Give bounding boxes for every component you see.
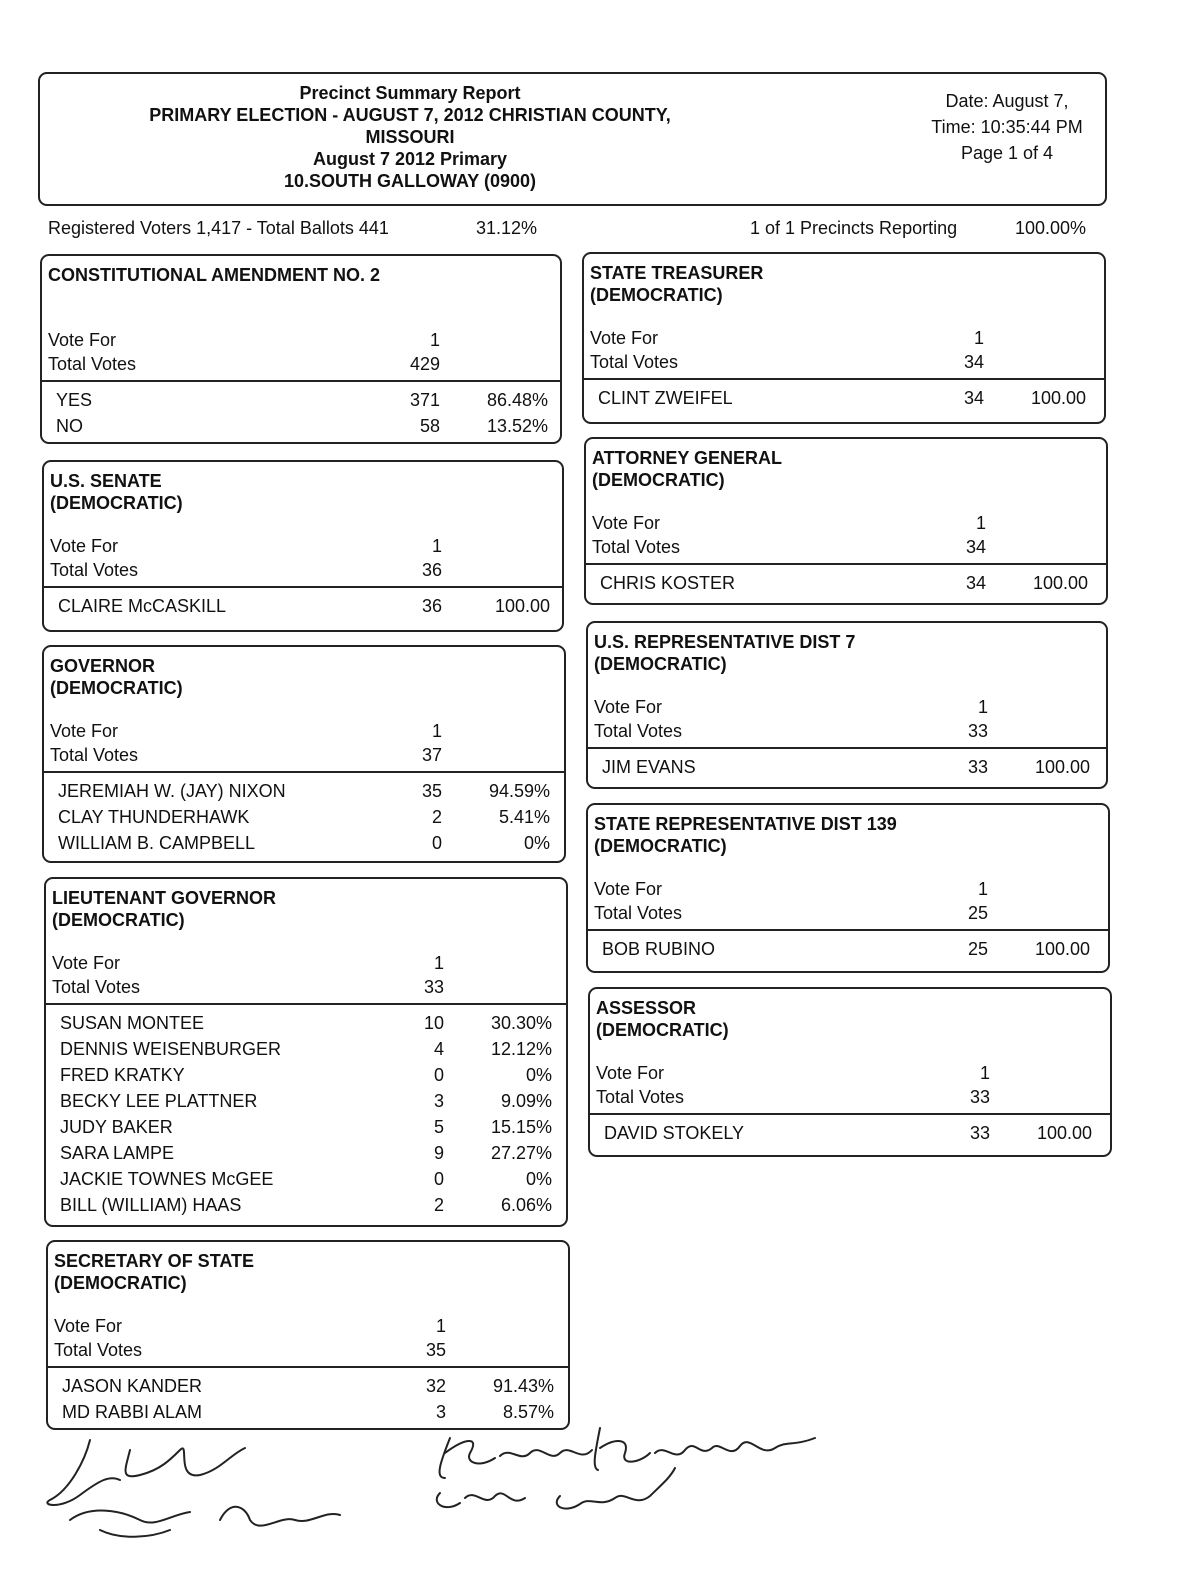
- candidate-percent: 6.06%: [500, 1195, 552, 1215]
- vote-for-value: 1: [977, 879, 988, 899]
- candidate-name: YES: [56, 390, 93, 410]
- candidate-name: CLAY THUNDERHAWK: [58, 807, 250, 827]
- race-title: [590, 262, 763, 306]
- race-party: (DEMOCRATIC): [596, 1020, 729, 1040]
- total-votes-label: Total Votes: [48, 354, 137, 374]
- candidate-percent: 86.48%: [486, 390, 548, 410]
- total-votes-label: Total Votes: [50, 745, 139, 765]
- vote-for-label: Vote For: [596, 1063, 665, 1083]
- race-title: [50, 655, 183, 699]
- election-state: MISSOURI: [365, 127, 455, 147]
- total-votes-value: 36: [421, 560, 442, 580]
- candidate-name: CHRIS KOSTER: [600, 573, 736, 593]
- race-divider: [48, 1366, 568, 1368]
- race-divider: [584, 378, 1104, 380]
- candidate-name: JACKIE TOWNES McGEE: [60, 1169, 274, 1189]
- total-votes-value: 33: [969, 1087, 990, 1107]
- candidate-name: MD RABBI ALAM: [62, 1402, 203, 1422]
- candidate-name: DENNIS WEISENBURGER: [60, 1039, 282, 1059]
- race-party: (DEMOCRATIC): [50, 493, 183, 513]
- candidate-name: JASON KANDER: [62, 1376, 203, 1396]
- race-title: [48, 264, 380, 286]
- candidate-percent: 0%: [523, 833, 550, 853]
- candidate-votes: 10: [423, 1013, 444, 1033]
- race-title-line: SECRETARY OF STATE: [54, 1251, 255, 1271]
- race-title: [52, 887, 276, 931]
- candidate-name: SUSAN MONTEE: [60, 1013, 205, 1033]
- race-title: [594, 813, 897, 857]
- race-title-line: CONSTITUTIONAL AMENDMENT NO. 2: [48, 265, 380, 285]
- report-title-block: [40, 82, 780, 192]
- vote-for-value: 1: [973, 328, 984, 348]
- report-title: Precinct Summary Report: [299, 83, 521, 103]
- registered-voters: Registered Voters 1,417 - Total Ballots 441: [48, 218, 389, 238]
- race-box: [42, 645, 566, 863]
- race-title-line: ASSESSOR: [596, 998, 697, 1018]
- candidate-percent: 100.00: [1030, 388, 1086, 408]
- vote-for-label: Vote For: [54, 1316, 123, 1336]
- candidate-percent: 15.15%: [490, 1117, 552, 1137]
- vote-for-label: Vote For: [590, 328, 659, 348]
- candidate-votes: 34: [963, 388, 984, 408]
- total-votes-value: 34: [965, 537, 986, 557]
- race-divider: [588, 929, 1108, 931]
- candidate-votes: 33: [969, 1123, 990, 1143]
- candidate-percent: 5.41%: [498, 807, 550, 827]
- report-header: [38, 72, 1107, 206]
- race-party: (DEMOCRATIC): [52, 910, 185, 930]
- signature-left: [30, 1420, 360, 1550]
- candidate-votes: 34: [965, 573, 986, 593]
- race-box: [584, 437, 1108, 605]
- candidate-votes: 4: [433, 1039, 444, 1059]
- candidate-percent: 9.09%: [500, 1091, 552, 1111]
- race-title: [596, 997, 729, 1041]
- total-votes-label: Total Votes: [50, 560, 139, 580]
- report-meta: [912, 88, 1102, 166]
- candidate-votes: 3: [435, 1402, 446, 1422]
- candidate-votes: 0: [433, 1169, 444, 1189]
- total-votes-label: Total Votes: [594, 903, 683, 923]
- race-divider: [44, 586, 562, 588]
- candidate-name: NO: [56, 416, 83, 436]
- race-title-line: GOVERNOR: [50, 656, 156, 676]
- race-box: [44, 877, 568, 1227]
- vote-for-label: Vote For: [592, 513, 661, 533]
- race-title: [594, 631, 855, 675]
- report-page: Page 1 of 4: [960, 143, 1054, 163]
- candidate-votes: 0: [431, 833, 442, 853]
- candidate-name: BECKY LEE PLATTNER: [60, 1091, 258, 1111]
- total-votes-label: Total Votes: [54, 1340, 143, 1360]
- candidate-votes: 25: [967, 939, 988, 959]
- precincts-reporting: 1 of 1 Precincts Reporting: [750, 218, 958, 238]
- race-party: (DEMOCRATIC): [54, 1273, 187, 1293]
- election-subtitle: August 7 2012 Primary: [312, 149, 508, 169]
- vote-for-value: 1: [431, 536, 442, 556]
- total-votes-value: 33: [967, 721, 988, 741]
- election-name: PRIMARY ELECTION - AUGUST 7, 2012 CHRISTIAN COUNTY,: [149, 105, 671, 125]
- candidate-percent: 100.00: [1034, 757, 1090, 777]
- candidate-percent: 0%: [525, 1065, 552, 1085]
- candidate-percent: 100.00: [1036, 1123, 1092, 1143]
- vote-for-label: Vote For: [50, 721, 119, 741]
- candidate-votes: 35: [421, 781, 442, 801]
- candidate-percent: 100.00: [1032, 573, 1088, 593]
- total-votes-value: 34: [963, 352, 984, 372]
- vote-for-label: Vote For: [48, 330, 117, 350]
- candidate-percent: 94.59%: [488, 781, 550, 801]
- race-title-line: U.S. REPRESENTATIVE DIST 7: [594, 632, 856, 652]
- candidate-votes: 33: [967, 757, 988, 777]
- race-box: [46, 1240, 570, 1430]
- vote-for-value: 1: [429, 330, 440, 350]
- total-votes-value: 429: [409, 354, 440, 374]
- vote-for-label: Vote For: [52, 953, 121, 973]
- precincts-percent: 100.00%: [1015, 218, 1087, 238]
- race-divider: [586, 563, 1106, 565]
- total-votes-value: 35: [425, 1340, 446, 1360]
- vote-for-value: 1: [975, 513, 986, 533]
- total-votes-value: 37: [421, 745, 442, 765]
- candidate-percent: 0%: [525, 1169, 552, 1189]
- candidate-percent: 8.57%: [502, 1402, 554, 1422]
- race-title-line: ATTORNEY GENERAL: [592, 448, 783, 468]
- race-box: [586, 621, 1108, 789]
- candidate-name: BOB RUBINO: [602, 939, 716, 959]
- candidate-percent: 91.43%: [492, 1376, 554, 1396]
- report-time: Time: 10:35:44 PM: [931, 117, 1083, 137]
- total-votes-value: 33: [423, 977, 444, 997]
- vote-for-value: 1: [979, 1063, 990, 1083]
- total-votes-label: Total Votes: [592, 537, 681, 557]
- race-party: (DEMOCRATIC): [50, 678, 183, 698]
- candidate-percent: 30.30%: [490, 1013, 552, 1033]
- race-title-line: U.S. SENATE: [50, 471, 162, 491]
- race-party: (DEMOCRATIC): [590, 285, 723, 305]
- race-box: [586, 803, 1110, 973]
- race-box: [582, 252, 1106, 424]
- total-votes-value: 25: [967, 903, 988, 923]
- vote-for-value: 1: [435, 1316, 446, 1336]
- vote-for-label: Vote For: [594, 697, 663, 717]
- candidate-percent: 100.00: [494, 596, 550, 616]
- candidate-percent: 13.52%: [486, 416, 548, 436]
- race-party: (DEMOCRATIC): [592, 470, 725, 490]
- total-votes-label: Total Votes: [52, 977, 141, 997]
- candidate-percent: 12.12%: [490, 1039, 552, 1059]
- total-votes-label: Total Votes: [596, 1087, 685, 1107]
- race-party: (DEMOCRATIC): [594, 836, 727, 856]
- race-title: [54, 1250, 254, 1294]
- race-divider: [42, 380, 560, 382]
- total-votes-label: Total Votes: [590, 352, 679, 372]
- candidate-votes: 0: [433, 1065, 444, 1085]
- candidate-votes: 32: [425, 1376, 446, 1396]
- candidate-votes: 58: [419, 416, 440, 436]
- vote-for-label: Vote For: [50, 536, 119, 556]
- candidate-percent: 100.00: [1034, 939, 1090, 959]
- race-divider: [46, 1003, 566, 1005]
- candidate-name: SARA LAMPE: [60, 1143, 175, 1163]
- candidate-name: BILL (WILLIAM) HAAS: [60, 1195, 242, 1215]
- vote-for-value: 1: [977, 697, 988, 717]
- race-title: [50, 470, 183, 514]
- vote-for-label: Vote For: [594, 879, 663, 899]
- candidate-votes: 5: [433, 1117, 444, 1137]
- candidate-name: FRED KRATKY: [60, 1065, 185, 1085]
- race-title-line: LIEUTENANT GOVERNOR: [52, 888, 277, 908]
- candidate-name: WILLIAM B. CAMPBELL: [58, 833, 256, 853]
- race-title: [592, 447, 782, 491]
- candidate-votes: 3: [433, 1091, 444, 1111]
- candidate-votes: 2: [433, 1195, 444, 1215]
- race-divider: [590, 1113, 1110, 1115]
- candidate-name: JIM EVANS: [602, 757, 696, 777]
- candidate-name: JUDY BAKER: [60, 1117, 173, 1137]
- candidate-votes: 2: [431, 807, 442, 827]
- precinct-name: 10.SOUTH GALLOWAY (0900): [283, 171, 537, 191]
- race-title-line: STATE TREASURER: [590, 263, 764, 283]
- candidate-name: DAVID STOKELY: [604, 1123, 745, 1143]
- vote-for-value: 1: [433, 953, 444, 973]
- race-divider: [44, 771, 564, 773]
- race-box: [42, 460, 564, 632]
- turnout-percent: 31.12%: [476, 218, 538, 238]
- candidate-name: CLAIRE McCASKILL: [58, 596, 227, 616]
- race-box: [588, 987, 1112, 1157]
- race-title-line: STATE REPRESENTATIVE DIST 139: [594, 814, 897, 834]
- candidate-name: CLINT ZWEIFEL: [598, 388, 733, 408]
- report-date: Date: August 7,: [945, 91, 1069, 111]
- race-box: [40, 254, 562, 444]
- signature-householder: [420, 1408, 840, 1518]
- vote-for-value: 1: [431, 721, 442, 741]
- candidate-votes: 371: [409, 390, 440, 410]
- candidate-votes: 9: [433, 1143, 444, 1163]
- candidate-percent: 27.27%: [490, 1143, 552, 1163]
- race-party: (DEMOCRATIC): [594, 654, 727, 674]
- candidate-votes: 36: [421, 596, 442, 616]
- race-divider: [588, 747, 1106, 749]
- candidate-name: JEREMIAH W. (JAY) NIXON: [58, 781, 286, 801]
- total-votes-label: Total Votes: [594, 721, 683, 741]
